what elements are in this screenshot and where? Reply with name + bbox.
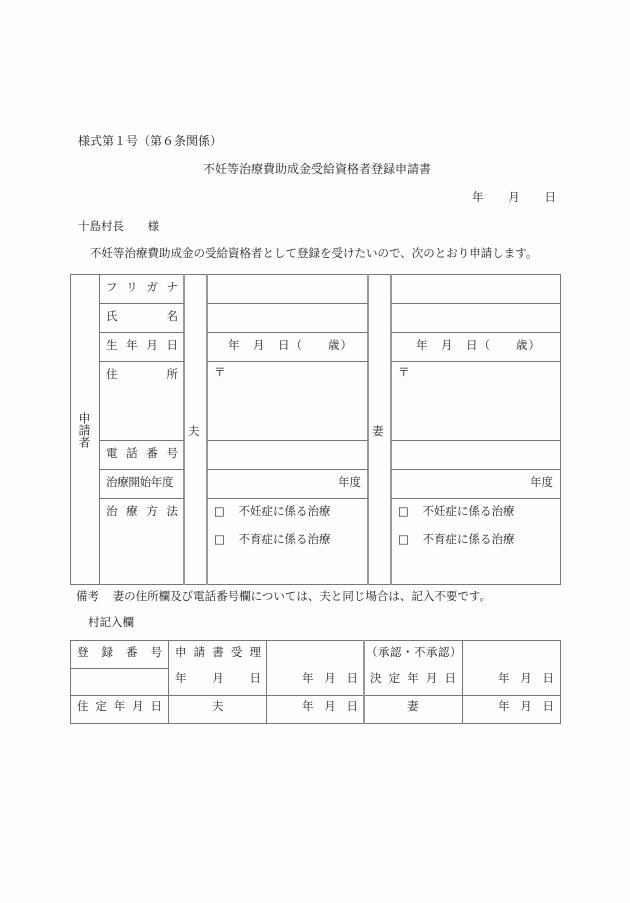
husband-furigana-field[interactable] xyxy=(208,275,366,302)
village-section-title: 村記入欄 xyxy=(88,615,134,629)
addressee xyxy=(78,218,159,234)
residence-date-label xyxy=(77,698,162,714)
wife-birthdate-field[interactable]: 年 月 日（ 歳） xyxy=(416,338,541,352)
note-label: 備考 xyxy=(76,589,99,603)
wife-name-field[interactable] xyxy=(392,304,559,331)
decision-date-field[interactable] xyxy=(498,670,554,686)
label-birthdate xyxy=(106,337,178,353)
registration-number-field[interactable] xyxy=(71,669,167,694)
label-name xyxy=(106,308,178,324)
label-char: 年 xyxy=(113,699,126,713)
wife-furigana-field[interactable] xyxy=(392,275,559,302)
note-text: 妻の住所欄及び電話番号欄については、夫と同じ場合は、記入不要です。 xyxy=(112,589,492,603)
label-char: 録 xyxy=(101,645,113,659)
wife-start-year-field[interactable]: 年度 xyxy=(530,475,553,489)
registration-number-label xyxy=(77,644,162,660)
husband-start-year-field[interactable]: 年度 xyxy=(338,475,361,489)
application-received-label xyxy=(175,644,261,660)
label-char: 理 xyxy=(249,645,261,659)
residence-wife-label: 妻 xyxy=(407,699,419,713)
date-day-label: 日 xyxy=(544,190,556,204)
label-char: 定 xyxy=(95,699,107,713)
husband-phone-field[interactable] xyxy=(208,441,366,468)
day-label: 日 xyxy=(346,699,358,713)
label-char: リ xyxy=(126,280,138,294)
note xyxy=(76,588,491,604)
wife-treatment-infertility[interactable] xyxy=(398,503,515,519)
application-received-date-field[interactable] xyxy=(302,670,358,686)
label-char: 定 xyxy=(388,671,401,685)
decision-date-label xyxy=(370,670,456,686)
page-title: 不妊等治療費助成金受給資格者登録申請書 xyxy=(203,162,432,176)
year-label: 年 xyxy=(302,699,314,713)
husband-treatment-infertility[interactable] xyxy=(214,503,331,519)
intro-text: 不妊等治療費助成金の受給資格者として登録を受けたいので、次のとおり申請します。 xyxy=(90,246,538,260)
label-char: 号 xyxy=(166,446,178,460)
residence-husband-date-field[interactable] xyxy=(302,698,358,714)
label-char: 話 xyxy=(126,446,138,460)
application-date xyxy=(472,189,556,205)
form-number: 様式第１号（第６条関係） xyxy=(78,134,223,148)
label-char: 番 xyxy=(126,645,138,659)
label-char: 決 xyxy=(370,671,382,685)
day-label: 日 xyxy=(542,671,554,685)
label-char: 生 xyxy=(106,338,118,352)
label-char: 号 xyxy=(150,645,162,659)
checkbox-icon[interactable]: □ xyxy=(214,532,225,546)
month-label: 月 xyxy=(324,699,336,713)
label-address xyxy=(106,366,178,382)
wife-treatment-recurrent-loss[interactable] xyxy=(398,531,515,547)
label-char: 日 xyxy=(166,338,178,352)
label-char: 法 xyxy=(166,504,178,518)
label-char: 住 xyxy=(106,367,118,381)
label-char: 方 xyxy=(146,504,158,518)
label-char: 書 xyxy=(212,645,224,659)
label-char: 氏 xyxy=(106,309,118,323)
label-furigana xyxy=(106,279,178,295)
label-char: 年 xyxy=(126,338,138,352)
checkbox-icon[interactable]: □ xyxy=(398,504,409,518)
label-char: 電 xyxy=(106,446,118,460)
husband-birthdate-field[interactable]: 年 月 日（ 歳） xyxy=(228,338,353,352)
year-label: 年 xyxy=(175,671,187,685)
label-char: 月 xyxy=(425,671,438,685)
label-treatment-start-year: 治療開始年度 xyxy=(106,475,174,489)
label-char: ナ xyxy=(166,280,178,294)
husband-label: 夫 xyxy=(188,424,200,438)
husband-treatment-recurrent-loss[interactable] xyxy=(214,531,331,547)
year-label: 年 xyxy=(302,671,314,685)
husband-name-field[interactable] xyxy=(208,304,366,331)
label-treatment-method xyxy=(106,503,178,519)
option-label: 不妊症に係る治療 xyxy=(238,504,331,518)
option-label: 不妊症に係る治療 xyxy=(422,504,515,518)
wife-phone-field[interactable] xyxy=(392,441,559,468)
label-char: 住 xyxy=(77,699,89,713)
month-label: 月 xyxy=(212,671,224,685)
option-label: 不育症に係る治療 xyxy=(422,532,515,546)
label-char: 日 xyxy=(444,671,456,685)
day-label: 日 xyxy=(249,671,261,685)
label-char: 番 xyxy=(146,446,158,460)
day-label: 日 xyxy=(346,671,358,685)
month-label: 月 xyxy=(520,699,532,713)
label-char: 年 xyxy=(407,671,419,685)
applicant-label: 申請者 xyxy=(77,412,91,448)
label-char: 治 xyxy=(106,504,118,518)
label-char: 受 xyxy=(230,645,243,659)
addressee-honorific: 様 xyxy=(147,219,160,233)
residence-husband-label: 夫 xyxy=(212,699,224,713)
label-char: フ xyxy=(106,280,118,294)
label-phone xyxy=(106,445,178,461)
application-received-ymd xyxy=(175,670,261,686)
year-label: 年 xyxy=(498,671,510,685)
label-char: 登 xyxy=(77,645,89,659)
husband-address-field[interactable]: 〒 xyxy=(214,365,226,379)
label-char: 月 xyxy=(132,699,144,713)
date-year-label: 年 xyxy=(472,190,484,204)
checkbox-icon[interactable]: □ xyxy=(398,532,409,546)
year-label: 年 xyxy=(498,699,510,713)
date-month-label: 月 xyxy=(508,190,520,204)
residence-wife-date-field[interactable] xyxy=(498,698,554,714)
label-char: 療 xyxy=(126,504,138,518)
label-char: 名 xyxy=(166,309,178,323)
label-char: 請 xyxy=(193,645,206,659)
approval-status[interactable]: （承認・不承認） xyxy=(366,645,462,659)
label-char: 月 xyxy=(146,338,158,352)
label-char: 所 xyxy=(166,367,178,381)
label-char: 申 xyxy=(175,645,187,659)
label-char: 日 xyxy=(150,699,162,713)
option-label: 不育症に係る治療 xyxy=(238,532,331,546)
wife-label: 妻 xyxy=(372,424,384,438)
checkbox-icon[interactable]: □ xyxy=(214,504,225,518)
month-label: 月 xyxy=(324,671,336,685)
wife-address-field[interactable]: 〒 xyxy=(398,365,410,379)
addressee-name: 十島村長 xyxy=(78,219,124,233)
label-char: ガ xyxy=(146,280,158,294)
day-label: 日 xyxy=(542,699,554,713)
month-label: 月 xyxy=(520,671,532,685)
